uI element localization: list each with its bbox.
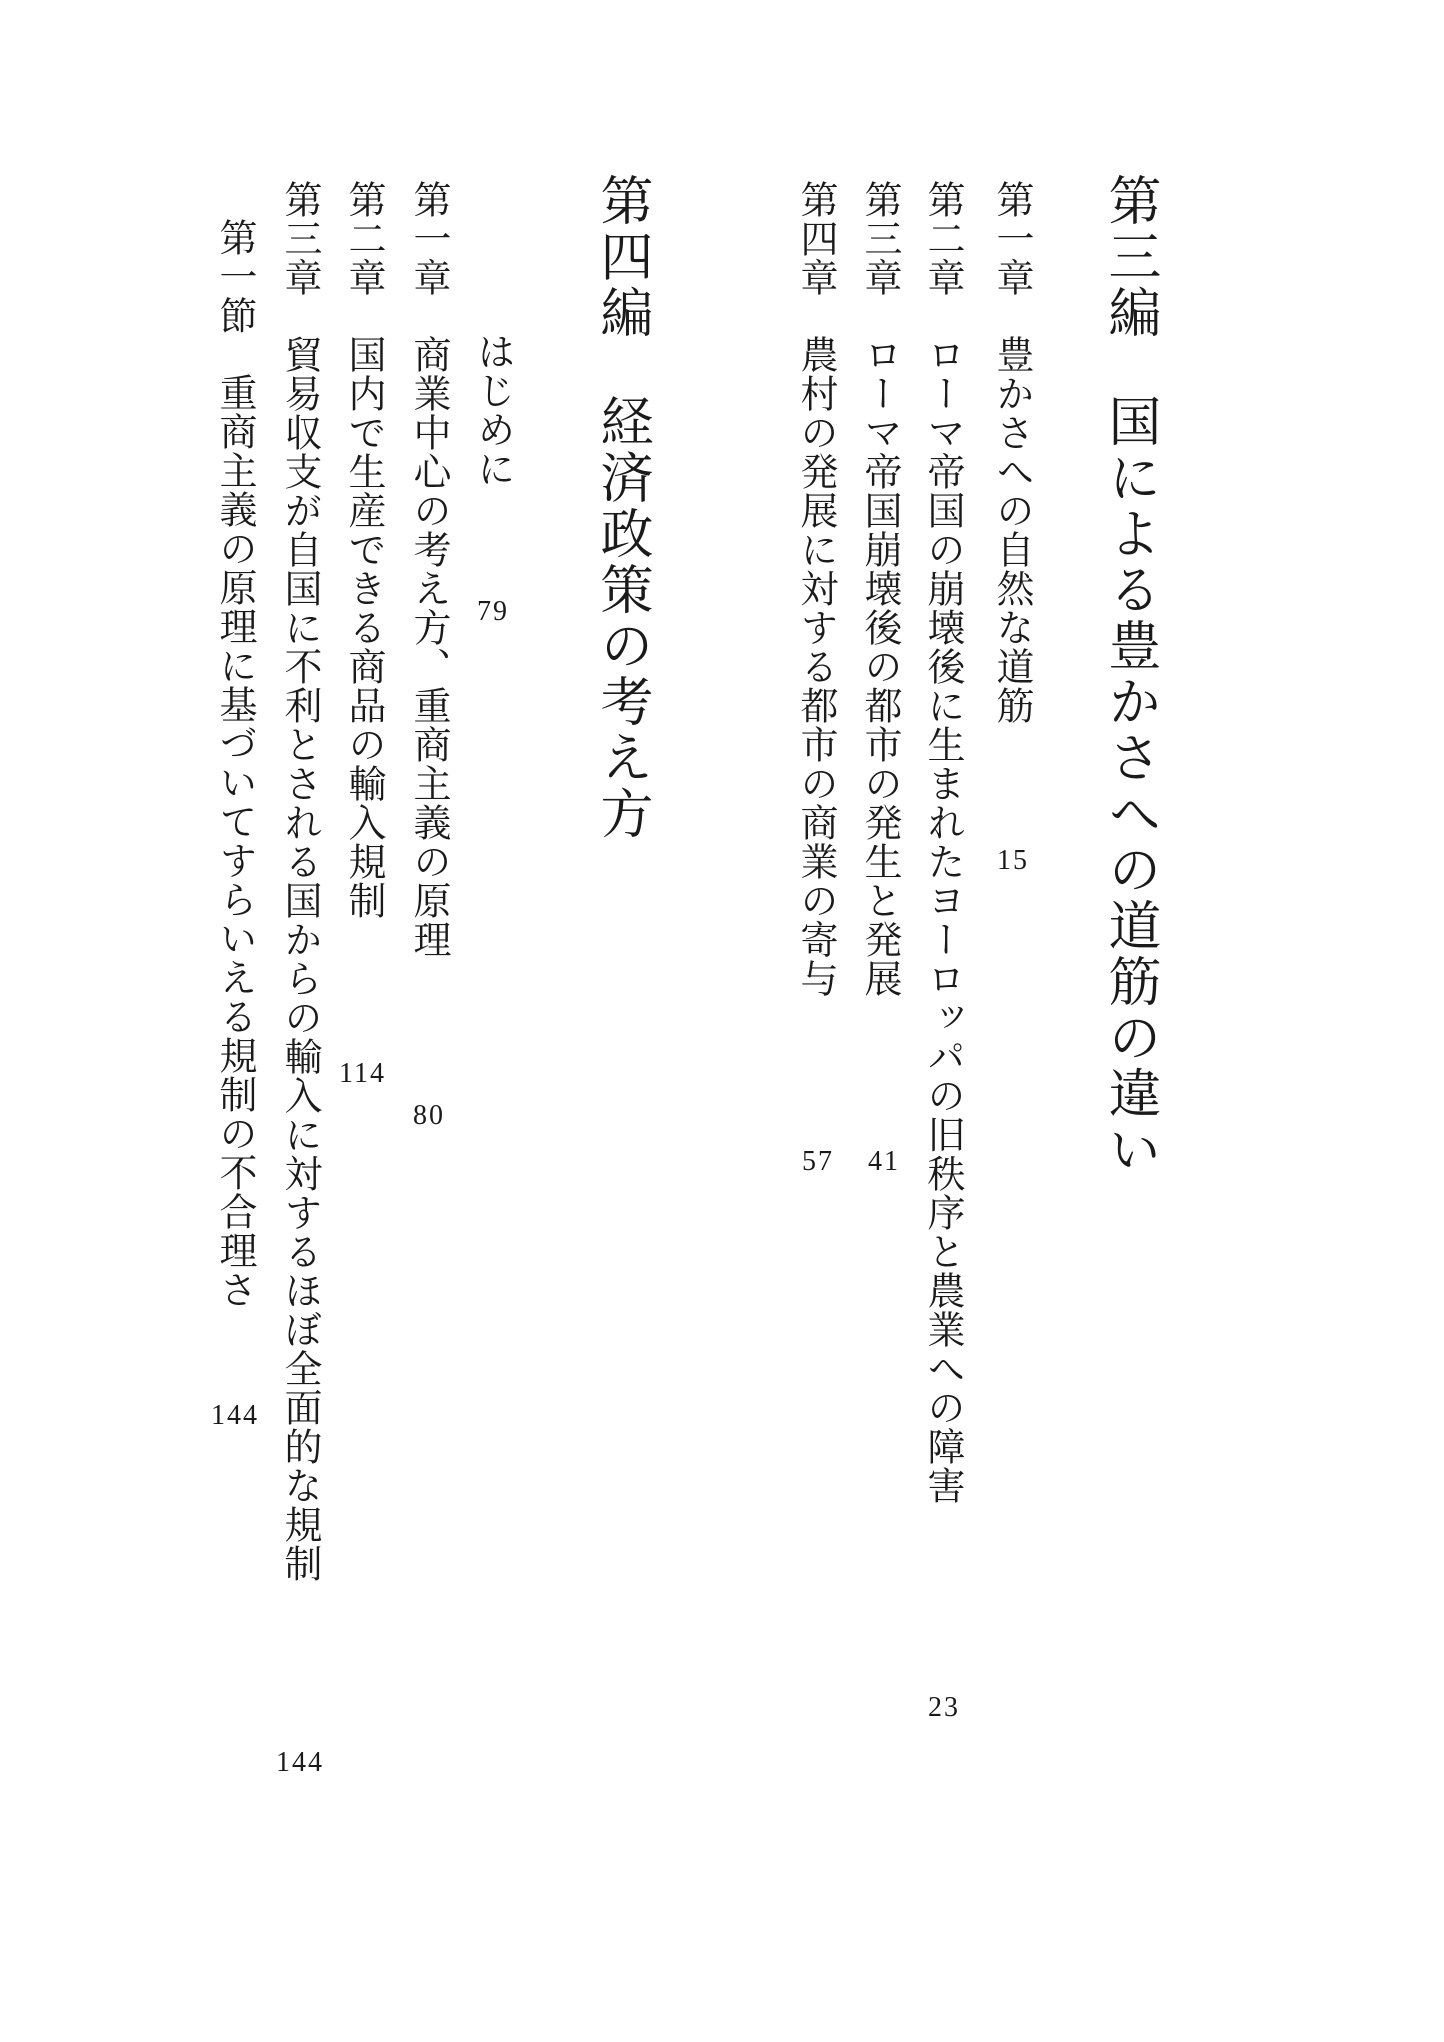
section-title: 重商主義の原理に基づいてすらいえる規制の不合理さ bbox=[213, 373, 257, 1309]
chapter-label: 第二章 bbox=[921, 180, 965, 297]
chapter-label: 第二章 bbox=[342, 180, 386, 297]
page-number: 41 bbox=[868, 1146, 900, 1177]
toc-entry-part3-ch4[interactable] bbox=[794, 180, 838, 998]
intro-title: はじめに bbox=[471, 332, 515, 488]
chapter-label: 第三章 bbox=[858, 180, 902, 297]
page-number: 57 bbox=[802, 1146, 834, 1177]
chapter-title: ローマ帝国崩壊後の都市の発生と発展 bbox=[858, 335, 902, 998]
section-label: 第一節 bbox=[213, 218, 257, 335]
page-number: 79 bbox=[477, 596, 509, 627]
part3-label: 第三編 bbox=[1100, 173, 1161, 341]
page-number: 144 bbox=[211, 1400, 259, 1431]
chapter-title: 貿易収支が自国に不利とされる国からの輸入に対するほぼ全面的な規制 bbox=[278, 335, 322, 1583]
chapter-title: 農村の発展に対する都市の商業の寄与 bbox=[794, 335, 838, 998]
toc-entry-part3-ch3[interactable] bbox=[858, 180, 902, 998]
toc-entry-part4-ch2[interactable] bbox=[342, 180, 386, 920]
page-number: 15 bbox=[997, 845, 1029, 876]
chapter-title: ローマ帝国の崩壊後に生まれたヨーロッパの旧秩序と農業への障害 bbox=[921, 335, 965, 1505]
part4-heading bbox=[592, 173, 653, 842]
chapter-title: 国内で生産できる商品の輸入規制 bbox=[342, 335, 386, 920]
chapter-label: 第四章 bbox=[794, 180, 838, 297]
toc-entry-part4-intro[interactable] bbox=[471, 332, 515, 488]
part3-heading bbox=[1100, 173, 1161, 1178]
toc-entry-part3-ch1[interactable] bbox=[990, 180, 1034, 725]
chapter-label: 第一章 bbox=[407, 180, 451, 297]
toc-entry-part4-ch1[interactable] bbox=[407, 180, 451, 959]
part3-title: 国による豊かさへの道筋の違い bbox=[1100, 394, 1161, 1178]
part4-label: 第四編 bbox=[592, 173, 653, 341]
chapter-label: 第一章 bbox=[990, 180, 1034, 297]
page-number: 23 bbox=[928, 1692, 960, 1723]
chapter-label: 第三章 bbox=[278, 180, 322, 297]
toc-entry-part3-ch2[interactable] bbox=[921, 180, 965, 1505]
page-number: 80 bbox=[413, 1100, 445, 1131]
page-number: 114 bbox=[339, 1058, 386, 1089]
chapter-title: 商業中心の考え方、重商主義の原理 bbox=[407, 335, 451, 959]
part4-title: 経済政策の考え方 bbox=[592, 394, 653, 842]
page-number: 144 bbox=[276, 1747, 324, 1778]
toc-entry-part4-ch3-sec1[interactable] bbox=[213, 218, 257, 1309]
chapter-title: 豊かさへの自然な道筋 bbox=[990, 335, 1034, 725]
toc-entry-part4-ch3[interactable] bbox=[278, 180, 322, 1583]
